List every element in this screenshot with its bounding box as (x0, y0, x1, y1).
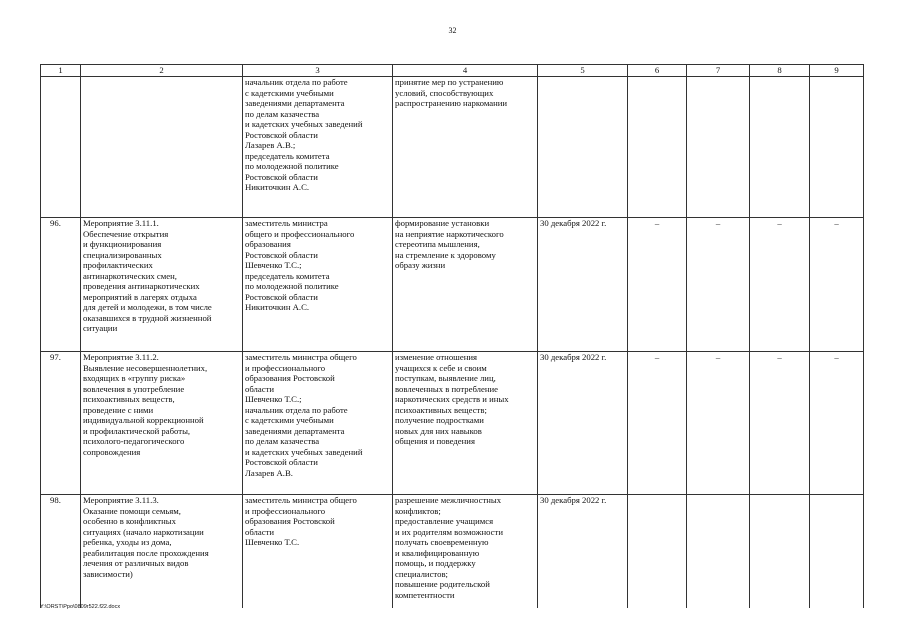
col-header-3: 3 (243, 65, 393, 77)
cell-num: 98. (41, 495, 81, 609)
cell-col6: – (628, 218, 687, 352)
cell-col9 (810, 495, 864, 609)
cell-event (81, 77, 243, 218)
cell-col7: – (687, 352, 750, 495)
cell-date: 30 декабря 2022 г. (538, 218, 628, 352)
cell-col7: – (687, 218, 750, 352)
col-header-5: 5 (538, 65, 628, 77)
cell-date: 30 декабря 2022 г. (538, 495, 628, 609)
cell-result: принятие мер по устранению условий, способствующих распространению наркомании (393, 77, 538, 218)
cell-num: 97. (41, 352, 81, 495)
cell-col6 (628, 495, 687, 609)
cell-num: 96. (41, 218, 81, 352)
cell-col8 (750, 77, 810, 218)
cell-event: Мероприятие 3.11.3. Оказание помощи семьям, особенно в конфликтных ситуациях (начало наркотизации ребенка, уходы из дома, реабилитация после прохождения лечения от различных видов зависимости) (81, 495, 243, 609)
table-row (41, 218, 864, 352)
cell-col7 (687, 495, 750, 609)
col-header-1: 1 (41, 65, 81, 77)
cell-result: разрешение межличностных конфликтов; предоставление учащимся и их родителям возможности получать своевременную и квалифицированную помощь, и поддержку специалистов; повышение родительской компетентности (393, 495, 538, 609)
col-header-4: 4 (393, 65, 538, 77)
col-header-8: 8 (750, 65, 810, 77)
cell-result: формирование установки на неприятие наркотического стереотипа мышления, на стремление к здоровому образу жизни (393, 218, 538, 352)
cell-col9: – (810, 352, 864, 495)
cell-col8: – (750, 218, 810, 352)
col-header-2: 2 (81, 65, 243, 77)
table-row-continuation (41, 77, 864, 218)
cell-date (538, 77, 628, 218)
cell-event: Мероприятие 3.11.1. Обеспечение открытия и функционирования специализированных профилактических антинаркотических смен, проведения антинаркотических мероприятий в лагерях отдыха для детей и молодежи, в том числе оказавшихся в трудной жизненной ситуации (81, 218, 243, 352)
cell-col6 (628, 77, 687, 218)
cell-responsible: начальник отдела по работе с кадетскими учебными заведениями департамента по делам казачества и кадетских учебных заведений Ростовской области Лазарев А.В.; председатель комитета по молодежной политике Ростовской области Никиточкин А.С. (243, 77, 393, 218)
page-number: 32 (448, 26, 457, 35)
cell-event: Мероприятие 3.11.2. Выявление несовершеннолетних, входящих в «группу риска» вовлечения в употребление психоактивных веществ, проведение с ними индивидуальной коррекционной и профилактической работы, психолого-педагогического сопровождения (81, 352, 243, 495)
cell-responsible: заместитель министра общего и профессионального образования Ростовской области Шевченко Т.С. (243, 495, 393, 609)
footer-file-path: Y:\ORST\Ppo\0809r522.f22.docx (40, 604, 121, 610)
cell-responsible: заместитель министра общего и профессионального образования Ростовской области Шевченко Т.С.; начальник отдела по работе с кадетскими учебными заведениями департамента по делам казачества и кадетских учебных заведений Ростовской области Лазарев А.В. (243, 352, 393, 495)
col-header-7: 7 (687, 65, 750, 77)
col-header-6: 6 (628, 65, 687, 77)
cell-num (41, 77, 81, 218)
header-row (41, 65, 864, 77)
table-row (41, 495, 864, 609)
col-header-9: 9 (810, 65, 864, 77)
program-table (40, 64, 864, 608)
cell-col6: – (628, 352, 687, 495)
cell-result: изменение отношения учащихся к себе и своим поступкам, выявление лиц, вовлеченных в потребление наркотических средств и иных психоактивных веществ; получение подростками новых для них навыков общения и поведения (393, 352, 538, 495)
cell-col9 (810, 77, 864, 218)
cell-col7 (687, 77, 750, 218)
cell-col8: – (750, 352, 810, 495)
cell-col8 (750, 495, 810, 609)
table-row (41, 352, 864, 495)
cell-date: 30 декабря 2022 г. (538, 352, 628, 495)
cell-responsible: заместитель министра общего и профессионального образования Ростовской области Шевченко Т.С.; председатель комитета по молодежной политике Ростовской области Никиточкин А.С. (243, 218, 393, 352)
cell-col9: – (810, 218, 864, 352)
